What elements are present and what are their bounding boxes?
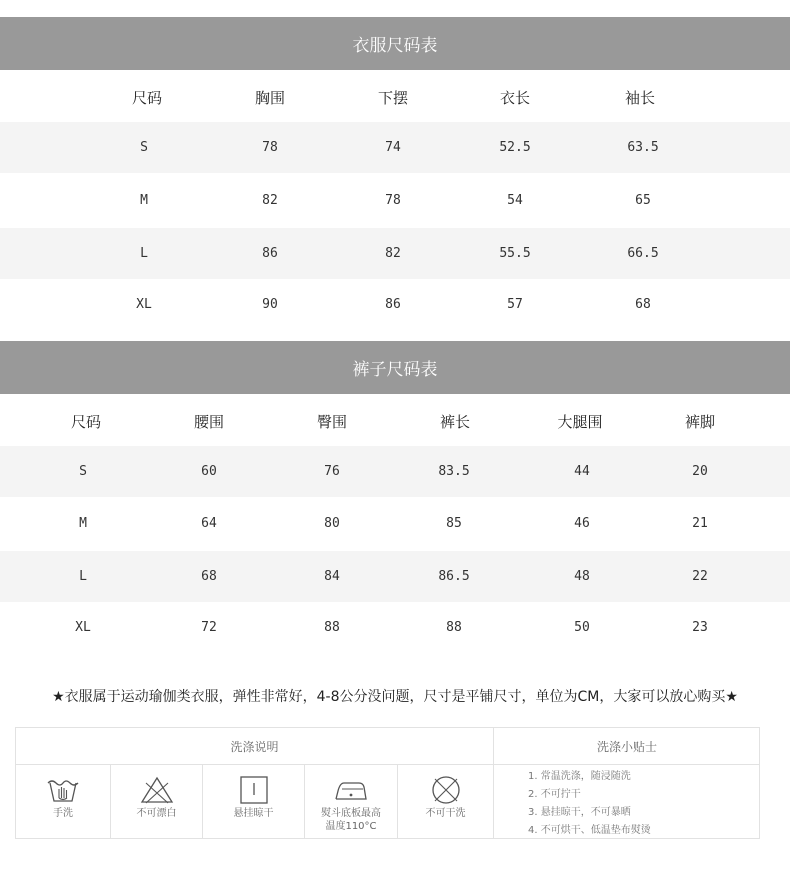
size-cell: XL xyxy=(136,297,152,312)
elasticity-note: ★衣服属于运动瑜伽类衣服，弹性非常好，4-8公分没问题，尺寸是平铺尺寸，单位为CM，大家可以放心购买★ xyxy=(52,689,738,705)
wash-tips-title: 洗涤小贴士 xyxy=(596,739,657,754)
value-cell: 78 xyxy=(385,193,401,208)
size-cell: M xyxy=(140,193,148,208)
value-cell: 84 xyxy=(324,569,340,584)
size-cell: S xyxy=(79,464,87,479)
value-cell: 86.5 xyxy=(438,569,470,584)
value-cell: 83.5 xyxy=(438,464,470,479)
value-cell: 64 xyxy=(201,516,217,531)
table-row xyxy=(0,279,790,330)
value-cell: 86 xyxy=(262,246,278,261)
size-cell: L xyxy=(79,569,87,584)
value-cell: 90 xyxy=(262,297,278,312)
value-cell: 74 xyxy=(385,140,401,155)
value-cell: 78 xyxy=(262,140,278,155)
care-label: 不可干洗 xyxy=(425,808,466,819)
header-cell: 尺码 xyxy=(131,89,162,107)
value-cell: 21 xyxy=(692,516,708,531)
size-cell: S xyxy=(140,140,148,155)
list-item: 2. 不可拧干 xyxy=(528,789,581,800)
value-cell: 80 xyxy=(324,516,340,531)
value-cell: 63.5 xyxy=(627,140,659,155)
value-cell: 82 xyxy=(262,193,278,208)
header-cell: 尺码 xyxy=(70,413,101,431)
value-cell: 22 xyxy=(692,569,708,584)
list-item: 4. 不可烘干、低温垫布熨烫 xyxy=(528,825,651,836)
value-cell: 68 xyxy=(635,297,651,312)
care-label: 悬挂晾干 xyxy=(233,808,274,819)
clothes-size-chart-title: 衣服尺码表 xyxy=(0,17,790,70)
value-cell: 23 xyxy=(692,620,708,635)
list-item: 3. 悬挂晾干，不可暴晒 xyxy=(528,807,631,818)
pants-size-chart-title: 裤子尺码表 xyxy=(0,341,790,394)
value-cell: 44 xyxy=(574,464,590,479)
hang-dry-icon xyxy=(237,775,271,805)
table-row xyxy=(0,122,790,173)
value-cell: 48 xyxy=(574,569,590,584)
care-label: 不可漂白 xyxy=(136,808,177,819)
no-dry-clean-icon xyxy=(429,775,463,805)
wash-instructions-title: 洗涤说明 xyxy=(230,739,279,754)
care-instructions-panel xyxy=(15,727,760,839)
size-cell: M xyxy=(79,516,87,531)
no-bleach-icon xyxy=(140,775,174,805)
header-cell: 臀围 xyxy=(316,413,347,431)
header-cell: 裤长 xyxy=(439,413,470,431)
table-row xyxy=(0,228,790,279)
care-label: 熨斗底板最高 温度110°C xyxy=(321,808,381,832)
value-cell: 57 xyxy=(507,297,523,312)
header-cell: 下摆 xyxy=(377,89,408,107)
value-cell: 82 xyxy=(385,246,401,261)
value-cell: 88 xyxy=(446,620,462,635)
value-cell: 54 xyxy=(507,193,523,208)
care-item-no-dry-clean xyxy=(398,765,493,839)
value-cell: 72 xyxy=(201,620,217,635)
clothes-header-row xyxy=(0,72,790,123)
value-cell: 85 xyxy=(446,516,462,531)
table-row xyxy=(0,175,790,226)
pants-header-row xyxy=(0,396,790,447)
wash-tips-list xyxy=(528,768,651,840)
value-cell: 20 xyxy=(692,464,708,479)
value-cell: 68 xyxy=(201,569,217,584)
care-item-hand-wash xyxy=(16,765,110,839)
value-cell: 86 xyxy=(385,297,401,312)
hand-wash-icon xyxy=(46,775,80,805)
iron-icon xyxy=(333,775,369,805)
table-row xyxy=(0,498,790,549)
header-cell: 裤脚 xyxy=(684,413,715,431)
care-item-hang-dry xyxy=(203,765,304,839)
value-cell: 66.5 xyxy=(627,246,659,261)
value-cell: 65 xyxy=(635,193,651,208)
value-cell: 88 xyxy=(324,620,340,635)
value-cell: 46 xyxy=(574,516,590,531)
table-row xyxy=(0,446,790,497)
table-row xyxy=(0,602,790,653)
value-cell: 50 xyxy=(574,620,590,635)
table-row xyxy=(0,551,790,602)
header-cell: 袖长 xyxy=(624,89,655,107)
value-cell: 60 xyxy=(201,464,217,479)
care-item-no-bleach xyxy=(111,765,202,839)
header-cell: 腰围 xyxy=(193,413,224,431)
value-cell: 55.5 xyxy=(499,246,531,261)
header-cell: 胸围 xyxy=(254,89,285,107)
header-cell: 衣长 xyxy=(499,89,530,107)
list-item: 1. 常温洗涤，随浸随洗 xyxy=(528,771,631,782)
header-cell: 大腿围 xyxy=(557,413,603,431)
size-cell: L xyxy=(140,246,148,261)
value-cell: 76 xyxy=(324,464,340,479)
care-label: 手洗 xyxy=(53,808,73,819)
value-cell: 52.5 xyxy=(499,140,531,155)
care-item-iron xyxy=(305,765,397,839)
size-cell: XL xyxy=(75,620,91,635)
